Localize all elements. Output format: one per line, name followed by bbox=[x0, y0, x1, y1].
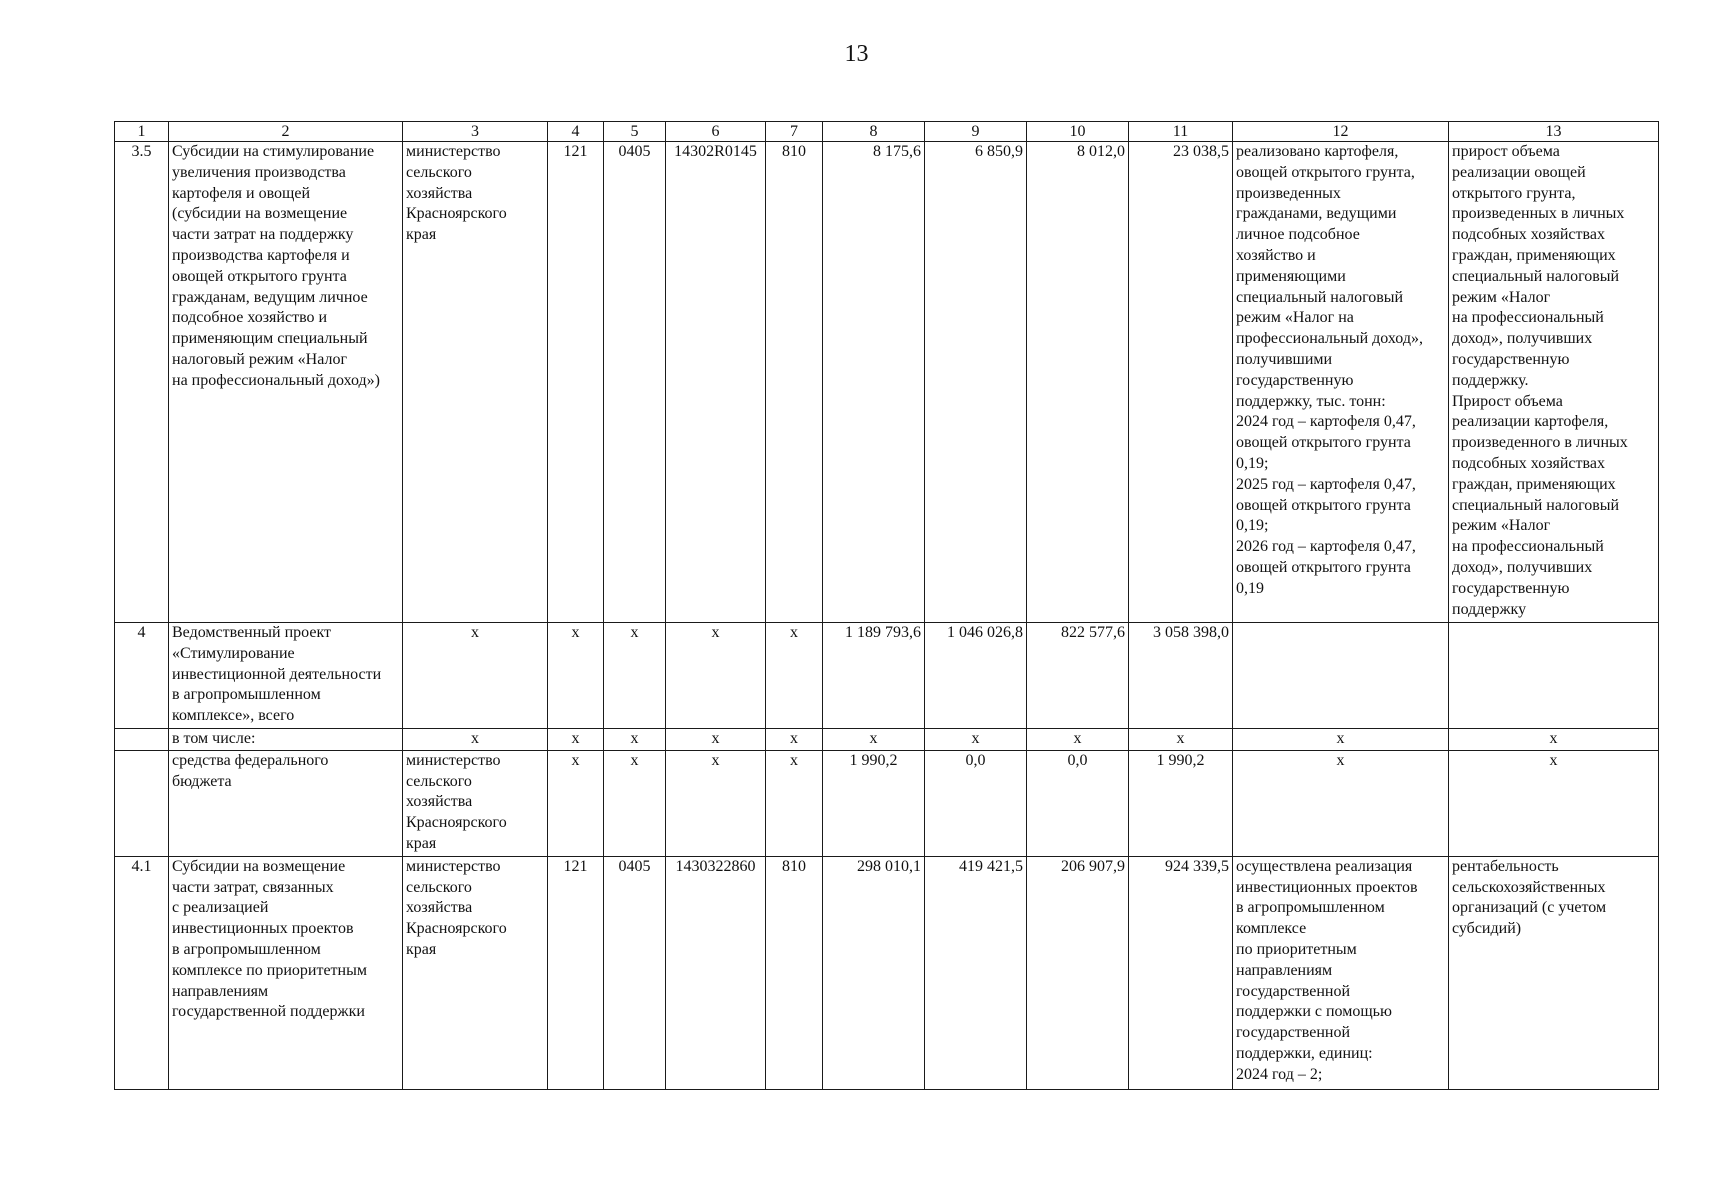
row-number: 3.5 bbox=[115, 142, 169, 623]
amount-2024: 1 189 793,6 bbox=[823, 623, 925, 729]
measure-name: в том числе: bbox=[169, 729, 403, 751]
expected-result: осуществлена реализация инвестиционных проектов в агропромышленном комплексе по приоритетным направлениям государственной поддержки с помощью государственной поддержки, единиц: 2024 год – 2; bbox=[1233, 856, 1449, 1089]
expected-result: реализовано картофеля, овощей открытого грунта, произведенных гражданами, ведущими личное подсобное хозяйство и применяющими специальный налоговый режим «Налог на профессиональный доход», получившими государственную поддержку, тыс. тонн: 2024 год – картофеля 0,47, овощей открытого грунта 0,19; 2025 год – картофеля 0,47, овощей открытого грунта 0,19; 2026 год – картофеля 0,47, овощей открытого грунта 0,19 bbox=[1233, 142, 1449, 623]
budget-table bbox=[114, 121, 1659, 1090]
expected-result: x bbox=[1233, 729, 1449, 751]
amount-2025: 1 046 026,8 bbox=[925, 623, 1027, 729]
row-number bbox=[115, 750, 169, 856]
amount-2025: 419 421,5 bbox=[925, 856, 1027, 1089]
amount-total: 924 339,5 bbox=[1129, 856, 1233, 1089]
row-number: 4.1 bbox=[115, 856, 169, 1089]
amount-total: 23 038,5 bbox=[1129, 142, 1233, 623]
executor: министерство сельского хозяйства Красноярского края bbox=[403, 856, 548, 1089]
column-number: 5 bbox=[604, 122, 666, 142]
executor: министерство сельского хозяйства Красноярского края bbox=[403, 750, 548, 856]
grbs-code: x bbox=[548, 729, 604, 751]
csr-code: x bbox=[666, 729, 766, 751]
column-number: 12 bbox=[1233, 122, 1449, 142]
amount-2026: 8 012,0 bbox=[1027, 142, 1129, 623]
vr-code: 810 bbox=[766, 142, 823, 623]
target-indicator bbox=[1449, 623, 1659, 729]
executor: министерство сельского хозяйства Красноярского края bbox=[403, 142, 548, 623]
target-indicator: x bbox=[1449, 750, 1659, 856]
amount-2026: 0,0 bbox=[1027, 750, 1129, 856]
row-number: 4 bbox=[115, 623, 169, 729]
amount-2024: 298 010,1 bbox=[823, 856, 925, 1089]
amount-total: x bbox=[1129, 729, 1233, 751]
table-row bbox=[115, 142, 1659, 623]
measure-name: Ведомственный проект «Стимулирование инвестиционной деятельности в агропромышленном комплексе», всего bbox=[169, 623, 403, 729]
grbs-code: x bbox=[548, 750, 604, 856]
expected-result bbox=[1233, 623, 1449, 729]
table-row bbox=[115, 750, 1659, 856]
column-number: 3 bbox=[403, 122, 548, 142]
target-indicator: прирост объема реализации овощей открытого грунта, произведенных в личных подсобных хозяйствах граждан, применяющих специальный налоговый режим «Налог на профессиональный доход», получивших государственную поддержку. Прирост объема реализации картофеля, произведенного в личных подсобных хозяйствах граждан, применяющих специальный налоговый режим «Налог на профессиональный доход», получивших государственную поддержку bbox=[1449, 142, 1659, 623]
page-number: 13 bbox=[844, 41, 869, 67]
amount-2024: 1 990,2 bbox=[823, 750, 925, 856]
expected-result: x bbox=[1233, 750, 1449, 856]
amount-2026: 206 907,9 bbox=[1027, 856, 1129, 1089]
csr-code: x bbox=[666, 750, 766, 856]
rzpr-code: x bbox=[604, 623, 666, 729]
rzpr-code: x bbox=[604, 750, 666, 856]
table-row bbox=[115, 729, 1659, 751]
column-number: 11 bbox=[1129, 122, 1233, 142]
amount-total: 1 990,2 bbox=[1129, 750, 1233, 856]
executor: x bbox=[403, 623, 548, 729]
vr-code: x bbox=[766, 750, 823, 856]
measure-name: Субсидии на стимулирование увеличения производства картофеля и овощей (субсидии на возмещение части затрат на поддержку производства картофеля и овощей открытого грунта гражданам, ведущим личное подсобное хозяйство и применяющим специальный налоговый режим «Налог на профессиональный доход») bbox=[169, 142, 403, 623]
executor: x bbox=[403, 729, 548, 751]
column-number-row bbox=[115, 122, 1659, 142]
amount-2024: 8 175,6 bbox=[823, 142, 925, 623]
vr-code: x bbox=[766, 729, 823, 751]
amount-2024: x bbox=[823, 729, 925, 751]
grbs-code: x bbox=[548, 623, 604, 729]
column-number: 9 bbox=[925, 122, 1027, 142]
grbs-code: 121 bbox=[548, 856, 604, 1089]
rzpr-code: 0405 bbox=[604, 142, 666, 623]
csr-code: 1430322860 bbox=[666, 856, 766, 1089]
table-row bbox=[115, 623, 1659, 729]
vr-code: x bbox=[766, 623, 823, 729]
amount-2026: 822 577,6 bbox=[1027, 623, 1129, 729]
column-number: 8 bbox=[823, 122, 925, 142]
amount-2025: 0,0 bbox=[925, 750, 1027, 856]
target-indicator: рентабельность сельскохозяйственных организаций (с учетом субсидий) bbox=[1449, 856, 1659, 1089]
measure-name: Субсидии на возмещение части затрат, связанных с реализацией инвестиционных проектов в агропромышленном комплексе по приоритетным направлениям государственной поддержки bbox=[169, 856, 403, 1089]
column-number: 2 bbox=[169, 122, 403, 142]
column-number: 13 bbox=[1449, 122, 1659, 142]
column-number: 4 bbox=[548, 122, 604, 142]
column-number: 6 bbox=[666, 122, 766, 142]
column-number: 1 bbox=[115, 122, 169, 142]
rzpr-code: 0405 bbox=[604, 856, 666, 1089]
amount-2025: 6 850,9 bbox=[925, 142, 1027, 623]
vr-code: 810 bbox=[766, 856, 823, 1089]
amount-2026: x bbox=[1027, 729, 1129, 751]
amount-2025: x bbox=[925, 729, 1027, 751]
csr-code: x bbox=[666, 623, 766, 729]
target-indicator: x bbox=[1449, 729, 1659, 751]
measure-name: средства федерального бюджета bbox=[169, 750, 403, 856]
csr-code: 14302R0145 bbox=[666, 142, 766, 623]
rzpr-code: x bbox=[604, 729, 666, 751]
table-row bbox=[115, 856, 1659, 1089]
column-number: 7 bbox=[766, 122, 823, 142]
grbs-code: 121 bbox=[548, 142, 604, 623]
amount-total: 3 058 398,0 bbox=[1129, 623, 1233, 729]
column-number: 10 bbox=[1027, 122, 1129, 142]
row-number bbox=[115, 729, 169, 751]
